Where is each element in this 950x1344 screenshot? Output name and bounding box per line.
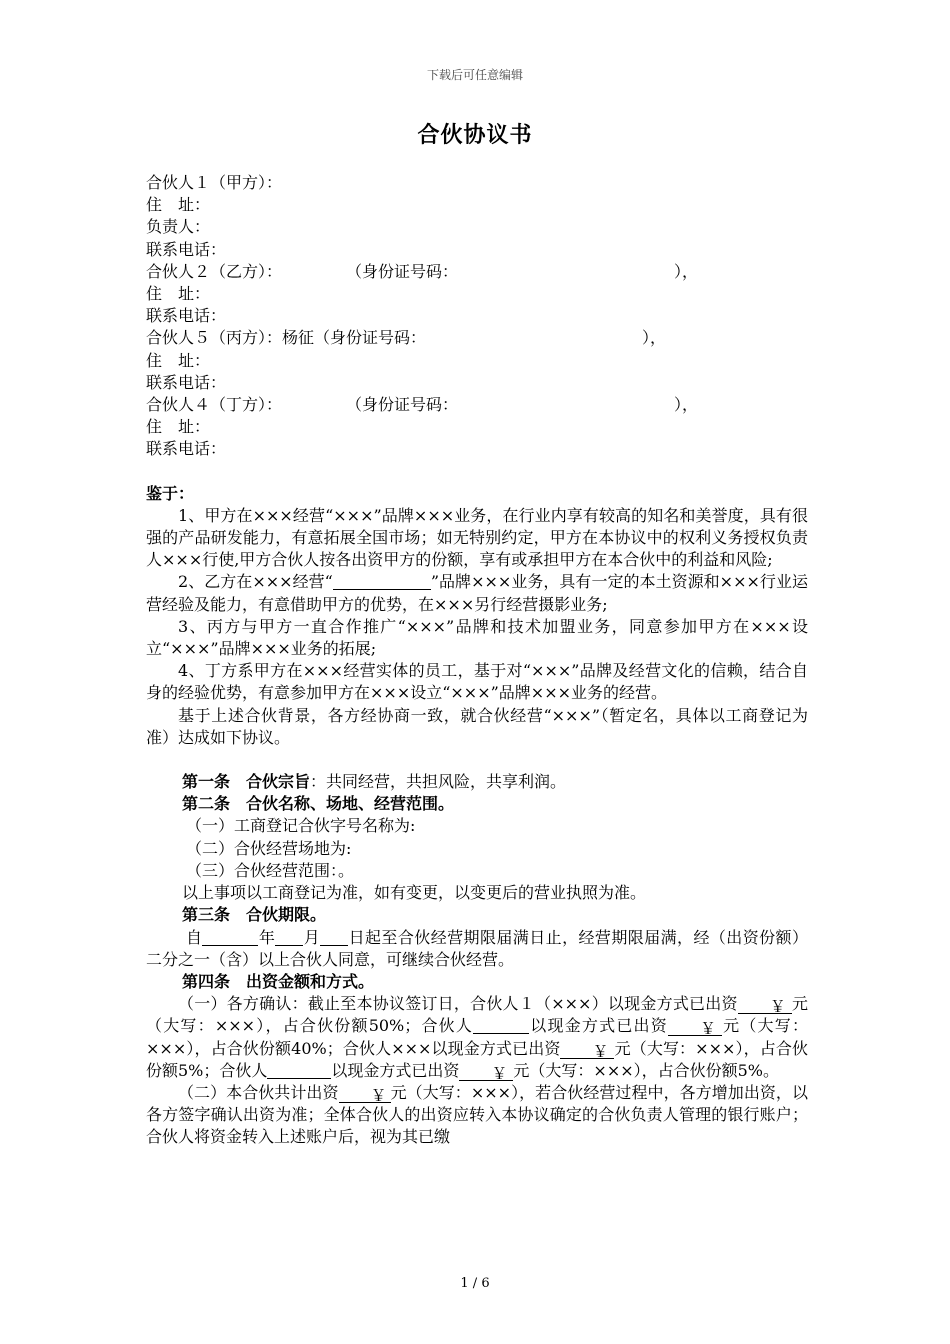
party-line: 住 址： [146,417,211,437]
party-line: 住 址： [146,195,211,215]
articles-section [146,771,808,1148]
parties-block [146,172,808,461]
article-item: （一）工商登记合伙字号名称为: [186,816,416,836]
party-line: 住 址： [146,284,211,304]
article-1: 第一条 合伙宗旨：共同经营，共担风险，共享利润。 [182,772,567,792]
article-note: 以上事项以工商登记为准，如有变更，以变更后的营业执照为准。 [182,883,647,903]
recitals-heading: 鉴于： [146,483,195,503]
recital-paragraph: 基于上述合伙背景，各方经协商一致，就合伙经营“×××”（暂定名，具体以工商登记为准）达成如下协议。 [146,705,808,747]
party-line: 合伙人１（甲方）： [146,173,283,192]
party-line: 联系电话： [146,372,227,392]
recital-paragraph: 1、甲方在×××经营“×××”品牌×××业务，在行业内享有较高的知名和美誉度，具有很强的产品研发能力，有意拓展全国市场；如无特别约定，甲方在本协议中的权利义务授权负责人×××行使,甲方合伙人按各出资甲方的份额，享有或承担甲方在本合伙中的利益和风险; [146,505,808,570]
article-paragraph: （二）本合伙共计出资 ￥ 元（大写：×××），若合伙经营过程中，各方增加出资，以各方签字确认出资为准；全体合伙人的出资应转入本协议确定的合伙负责人管理的银行账户；合伙人将资金转入上述账户后，视为其已缴 [146,1082,808,1147]
recital-paragraph: 3、丙方与甲方一直合作推广“×××”品牌和技术加盟业务，同意参加甲方在×××设立“×××”品牌×××业务的拓展; [146,616,808,659]
article-item: （三）合伙经营范围：。 [186,860,355,880]
header-note: 下载后可任意编辑 [426,68,523,82]
party-line: 合伙人２（乙方）： （身份证号码： ）， [146,261,699,281]
article-item: （二）合伙经营场地为: [186,838,352,858]
article-title: 第四条 出资金额和方式。 [182,971,375,991]
recitals-section [146,483,808,749]
party-line: 联系电话： [146,439,227,459]
article-title: 第一条 合伙宗旨 [182,772,311,792]
party-line: 合伙人４（丁方）： （身份证号码： ）， [146,395,699,415]
document-body [146,172,808,1149]
article-paragraph: （一）各方确认：截止至本协议签订日，合伙人１（×××）以现金方式已出资 ￥ 元（大写：×××），占合伙份额50%；合伙人 以现金方式已出资 ￥ 元（大写：×××），占合伙份额40%；合伙人×××以现金方式已出资 ￥ 元（大写：×××），占合伙份额5%；合伙人 以现金方式已出资 ￥ 元（大写：×××），占合伙份额5%。 [146,994,808,1083]
article-title: 第二条 合伙名称、场地、经营范围。 [182,794,455,814]
page-number: 1 / 6 [460,1276,490,1291]
article-title: 第三条 合伙期限。 [182,905,327,925]
recital-paragraph: 4、丁方系甲方在×××经营实体的员工，基于对“×××”品牌及经营文化的信赖，结合自身的经验优势，有意参加甲方在×××设立“×××”品牌×××业务的经营。 [146,661,808,703]
blank-line [333,572,431,590]
document-title: 合伙协议书 [417,122,533,148]
recital-paragraph: 2、乙方在×××经营“ ”品牌×××业务，具有一定的本土资源和×××行业运营经验及能力，有意借助甲方的优势，在×××另行经营摄影业务; [146,572,808,614]
party-line: 合伙人５（丙方）：杨征（身份证号码： ）， [146,328,667,348]
party-line: 联系电话： [146,306,227,326]
party-line: 住 址： [146,350,211,370]
party-line: 负责人： [146,217,211,237]
party-line: 联系电话： [146,239,227,259]
article-paragraph: 自 年 月 日起至合伙经营期限届满日止，经营期限届满，经（出资份额）二分之一（含）以上合伙人同意，可继续合伙经营。 [146,927,808,969]
